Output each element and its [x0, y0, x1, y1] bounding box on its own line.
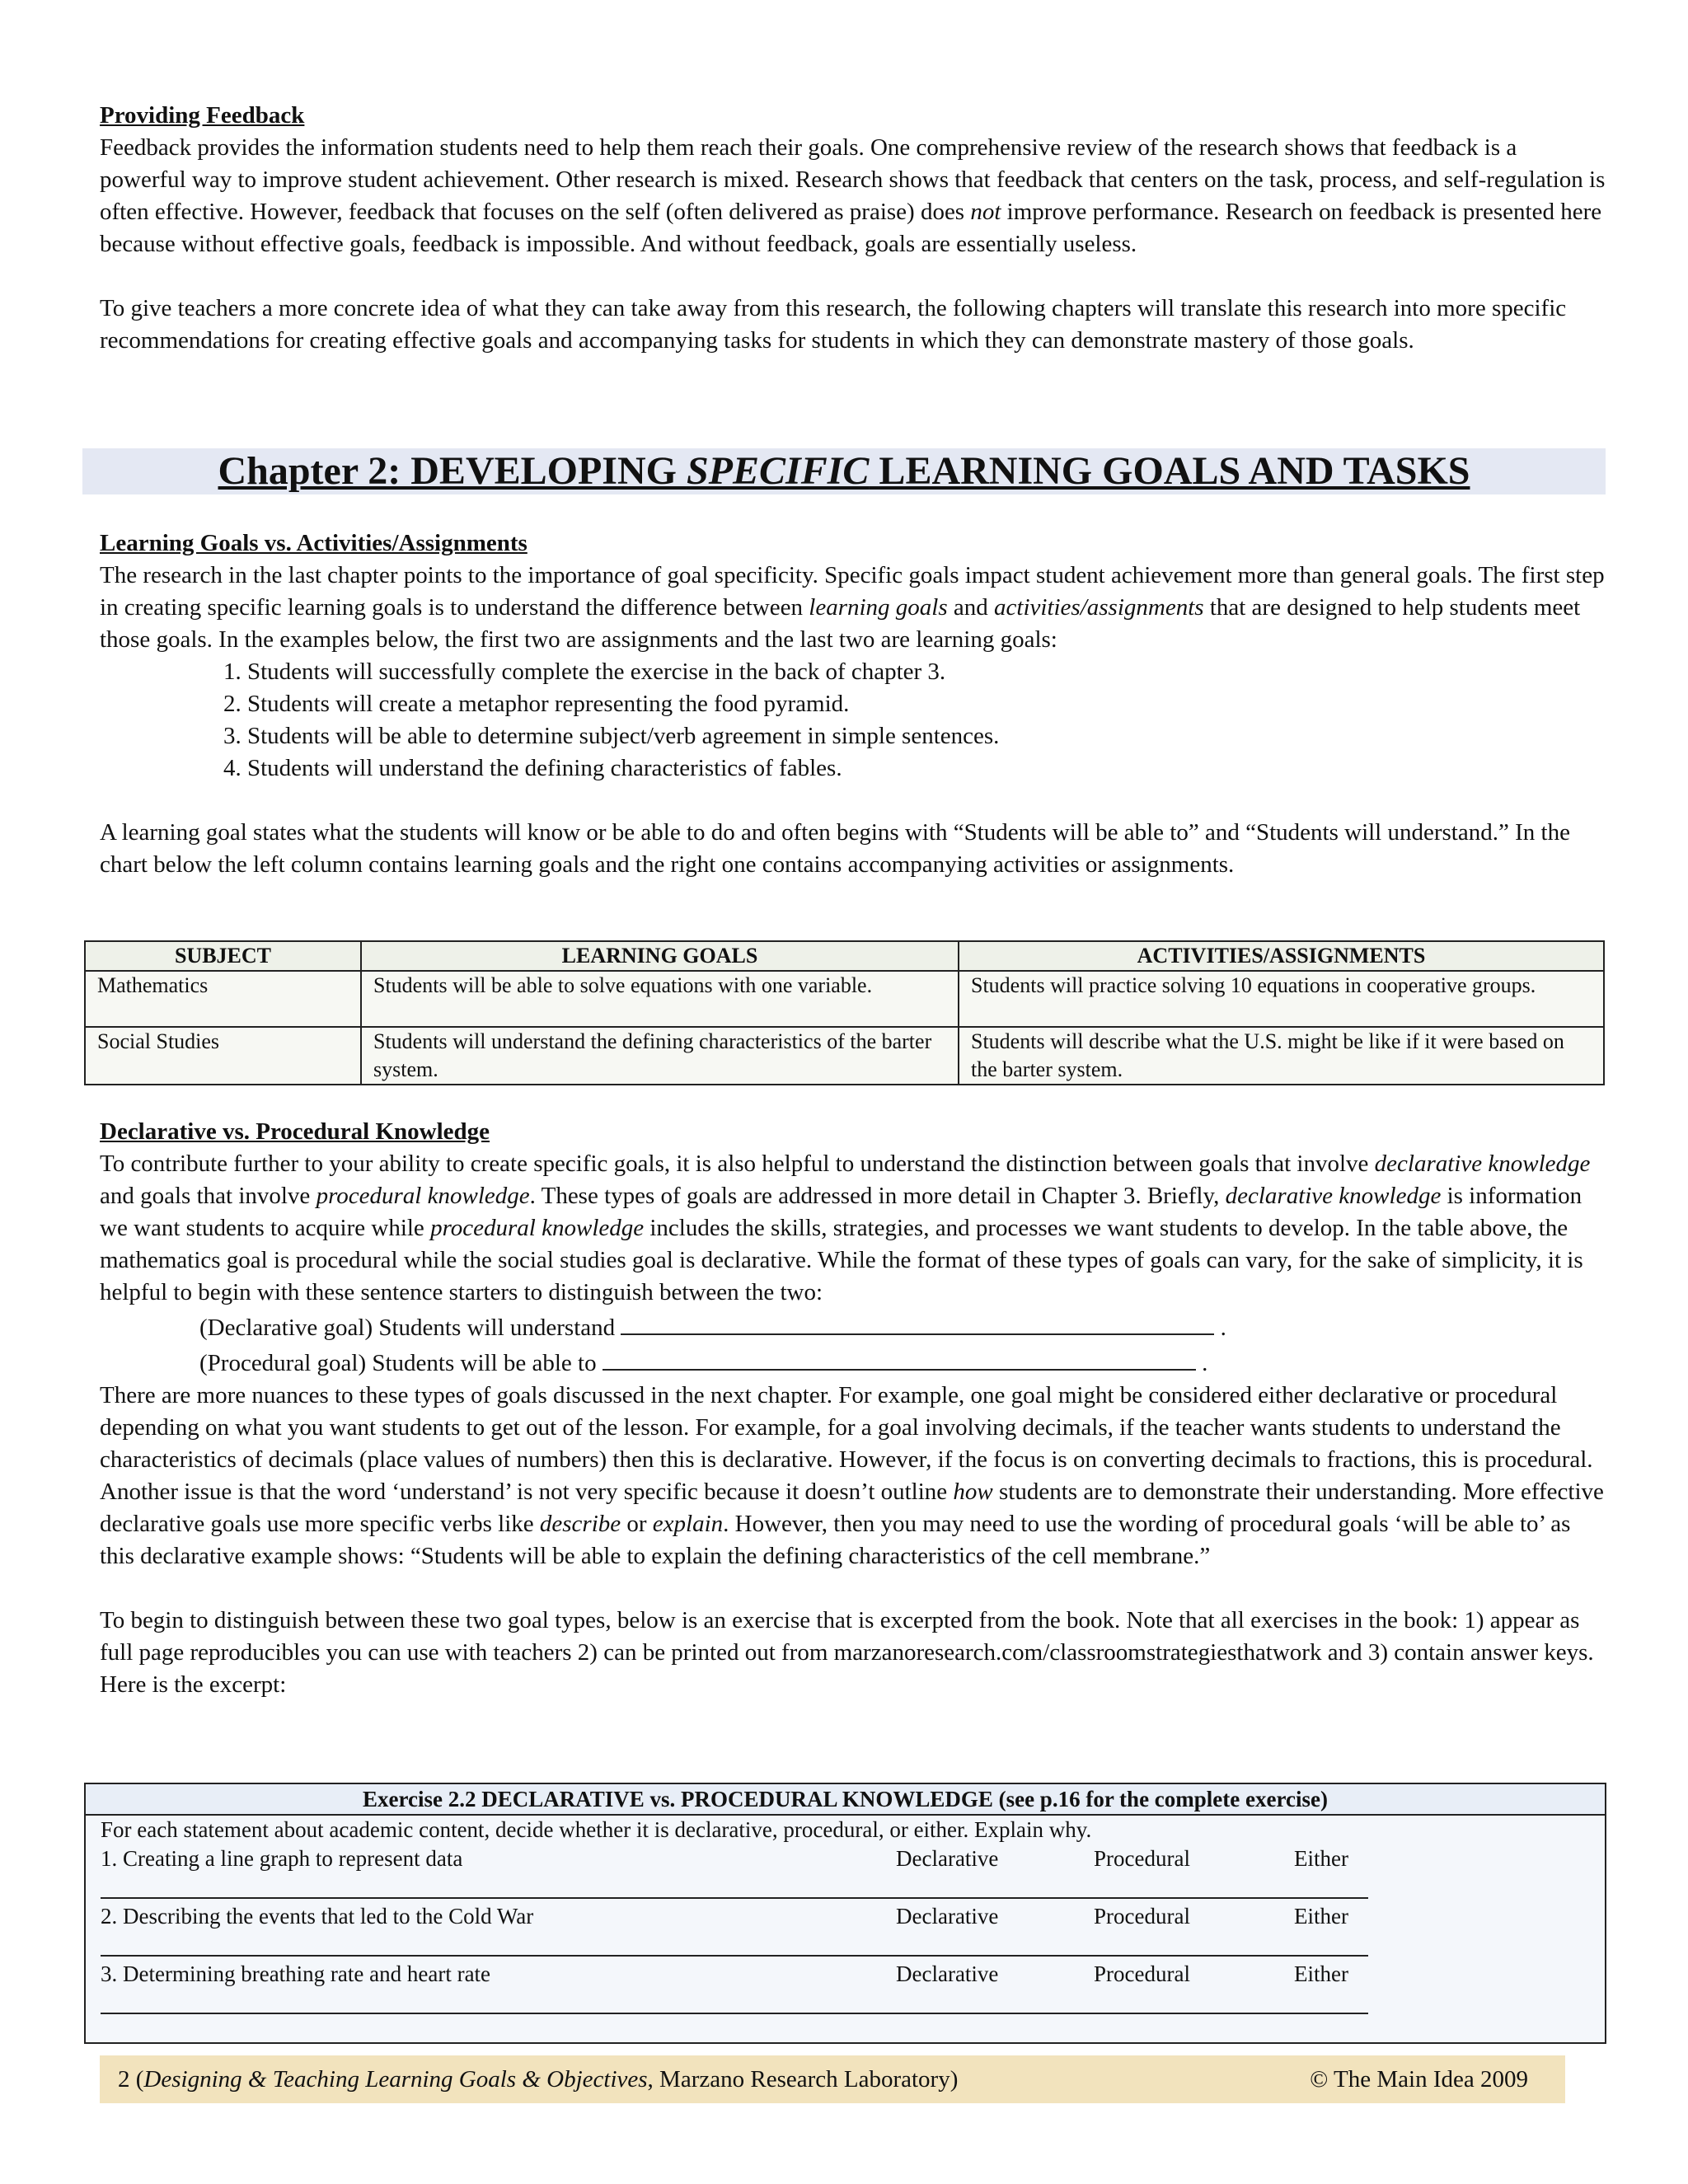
exercise-statement: 2. Describing the events that led to the Cold War: [101, 1904, 534, 1929]
table-header-row: [85, 941, 1604, 971]
option-procedural: Procedural: [1094, 1961, 1190, 1986]
example-list: [100, 656, 1608, 785]
list-item: 4. Students will understand the defining characteristics of fables.: [223, 755, 842, 781]
option-either: Either: [1294, 1961, 1348, 1986]
emphasis-text: not: [970, 199, 1001, 225]
text-run: . However, then you may need to use the wording of procedural goals ‘will be able to’ as this declarative example shows: “Students will be able to explain the defining characteristics of the cell membrane.”: [100, 1511, 1571, 1569]
emphasis-text: procedural knowledge: [430, 1215, 645, 1241]
answer-line: [101, 2013, 1368, 2014]
emphasis-text: describe: [539, 1511, 621, 1537]
table-row: [85, 971, 1604, 1027]
sentence-starter-declarative: [100, 1309, 1608, 1344]
goals-paragraph-1: [100, 560, 1608, 656]
option-declarative: Declarative: [896, 1961, 999, 1986]
text-run: (Declarative goal) Students will understand: [199, 1315, 616, 1341]
goals-table: [84, 940, 1605, 1085]
column-header-activities: ACTIVITIES/ASSIGNMENTS: [959, 941, 1604, 971]
answer-line: [101, 1955, 1368, 1957]
section-heading-goals-vs-activities: Learning Goals vs. Activities/Assignments: [100, 530, 528, 556]
fill-in-blank: [621, 1309, 1214, 1335]
emphasis-text: activities/assignments: [994, 594, 1204, 621]
text-run: and: [947, 594, 995, 621]
declarative-paragraph-1: [100, 1148, 1608, 1309]
text-run: .: [1202, 1350, 1208, 1376]
emphasis-text: declarative knowledge: [1374, 1151, 1591, 1177]
text-run: .: [1220, 1315, 1226, 1341]
chapter-banner: [82, 448, 1606, 494]
goals-vs-activities-section: [100, 527, 1608, 881]
footer-copyright: © The Main Idea 2009: [1310, 2066, 1528, 2093]
emphasis-text: learning goals: [809, 594, 948, 621]
text-run: is information we want students to acquire while: [100, 1183, 1582, 1241]
text-run: The research in the last chapter points to the importance of goal specificity. Specific goals impact student achievement more than general goals. The first step in creating specific learning goals is to understand the difference between: [100, 562, 1605, 621]
exercise-statement: 1. Creating a line graph to represent data: [101, 1846, 463, 1871]
option-either: Either: [1294, 1846, 1348, 1871]
section-heading-providing-feedback: Providing Feedback: [100, 102, 305, 129]
exercise-item: [101, 1902, 1605, 1960]
exercise-item: [101, 1844, 1605, 1902]
text-run: There are more nuances to these types of goals discussed in the next chapter. For example, one goal might be considered either declarative or procedural depending on what you want students to get out of the lesson. For example, for a goal involving decimals, if the teacher wants students to understand the characteristics of decimals (place values of numbers) then this is declarative. However, if the focus is on converting decimals to fractions, this is procedural. Another issue is that the word ‘understand’ is not very specific because it doesn’t outline: [100, 1382, 1593, 1505]
text-run: . These types of goals are addressed in more detail in Chapter 3. Briefly,: [529, 1183, 1226, 1209]
emphasis-text: explain: [652, 1511, 724, 1537]
text-run: improve performance. Research on feedback is presented here because without effective goals, feedback is impossible. And without feedback, goals are essentially useless.: [100, 199, 1602, 257]
option-declarative: Declarative: [896, 1846, 999, 1871]
emphasis-text: declarative knowledge: [1225, 1183, 1442, 1209]
table-cell: Students will be able to solve equations with one variable.: [361, 971, 959, 1027]
exercise-statement: 3. Determining breathing rate and heart rate: [101, 1961, 491, 1986]
option-procedural: Procedural: [1094, 1904, 1190, 1929]
emphasis-text: SPECIFIC: [686, 449, 870, 493]
exercise-instructions: For each statement about academic content, decide whether it is declarative, procedural, or either. Explain why.: [101, 1817, 1092, 1842]
list-item: 1. Students will successfully complete the exercise in the back of chapter 3.: [223, 658, 946, 685]
table-cell: Students will describe what the U.S. might be like if it were based on the barter system.: [959, 1027, 1604, 1085]
text-run: that are designed to help students meet those goals. In the examples below, the first two are assignments and the last two are learning goals:: [100, 594, 1581, 653]
feedback-paragraph-1: [100, 132, 1608, 260]
providing-feedback-section: [100, 100, 1608, 357]
table-row: [85, 1027, 1604, 1085]
emphasis-text: how: [953, 1479, 993, 1505]
column-header-learning-goals: LEARNING GOALS: [361, 941, 959, 971]
declarative-paragraph-2: [100, 1380, 1608, 1572]
text-run: , Marzano Research Laboratory): [647, 2066, 959, 2093]
text-run: LEARNING GOALS AND TASKS: [869, 449, 1470, 493]
exercise-body: [86, 1816, 1605, 2018]
exercise-item: [101, 1960, 1605, 2018]
goals-paragraph-2: A learning goal states what the students will know or be able to do and often begins with “Students will be able to” and “Students will understand.” In the chart below the left column contains learning goals and the right one contains accompanying activities or assignments.: [100, 819, 1570, 878]
option-either: Either: [1294, 1904, 1348, 1929]
exercise-box: [84, 1783, 1606, 2044]
option-declarative: Declarative: [896, 1904, 999, 1929]
footer-source: [118, 2055, 958, 2103]
table-cell: Mathematics: [85, 971, 361, 1027]
emphasis-text: procedural knowledge: [316, 1183, 530, 1209]
table-cell: Students will practice solving 10 equations in cooperative groups.: [959, 971, 1604, 1027]
list-item: 2. Students will create a metaphor representing the food pyramid.: [223, 691, 850, 717]
page-number: 2 (: [118, 2066, 144, 2093]
declarative-paragraph-3: To begin to distinguish between these two goal types, below is an exercise that is excerpted from the book. Note that all exercises in the book: 1) appear as full page reproducibles you can use with teachers 2) can be printed out from marzanoresearch.com/classroomstrategiesthatwork and 3) contain answer keys. Here is the excerpt:: [100, 1607, 1594, 1698]
text-run: or: [621, 1511, 653, 1537]
declarative-procedural-section: [100, 1116, 1608, 1701]
page-footer: [100, 2055, 1565, 2103]
text-run: (Procedural goal) Students will be able to: [199, 1350, 597, 1376]
option-procedural: Procedural: [1094, 1846, 1190, 1871]
feedback-paragraph-2: To give teachers a more concrete idea of what they can take away from this research, the following chapters will translate this research into more specific recommendations for creating effective goals and accompanying tasks for students in which they can demonstrate mastery of those goals.: [100, 295, 1567, 354]
chapter-title: [218, 446, 1470, 497]
book-title: Designing & Teaching Learning Goals & Objectives: [143, 2066, 648, 2093]
list-item: 3. Students will be able to determine subject/verb agreement in simple sentences.: [223, 723, 1000, 749]
text-run: includes the skills, strategies, and processes we want students to develop. In the table above, the mathematics goal is procedural while the social studies goal is declarative. While the format of these types of goals can vary, for the sake of simplicity, it is helpful to begin with these sentence starters to distinguish between the two:: [100, 1215, 1583, 1305]
table-cell: Students will understand the defining characteristics of the barter system.: [361, 1027, 959, 1085]
text-run: and goals that involve: [100, 1183, 316, 1209]
section-heading-declarative-procedural: Declarative vs. Procedural Knowledge: [100, 1118, 490, 1145]
table-cell: Social Studies: [85, 1027, 361, 1085]
answer-line: [101, 1897, 1368, 1899]
text-run: Chapter 2: DEVELOPING: [218, 449, 687, 493]
fill-in-blank: [603, 1344, 1196, 1371]
text-run: students are to demonstrate their understanding. More effective declarative goals use more specific verbs like: [100, 1479, 1604, 1537]
sentence-starter-procedural: [100, 1344, 1608, 1380]
column-header-subject: SUBJECT: [85, 941, 361, 971]
text-run: Feedback provides the information students need to help them reach their goals. One comprehensive review of the research shows that feedback is a powerful way to improve student achievement. Other research is mixed. Research shows that feedback that centers on the task, process, and self-regulation is often effective. However, feedback that focuses on the self (often delivered as praise) does: [100, 134, 1606, 225]
text-run: To contribute further to your ability to create specific goals, it is also helpful to understand the distinction between goals that involve: [100, 1151, 1375, 1177]
exercise-header: Exercise 2.2 DECLARATIVE vs. PROCEDURAL KNOWLEDGE (see p.16 for the complete exercise): [86, 1784, 1605, 1816]
